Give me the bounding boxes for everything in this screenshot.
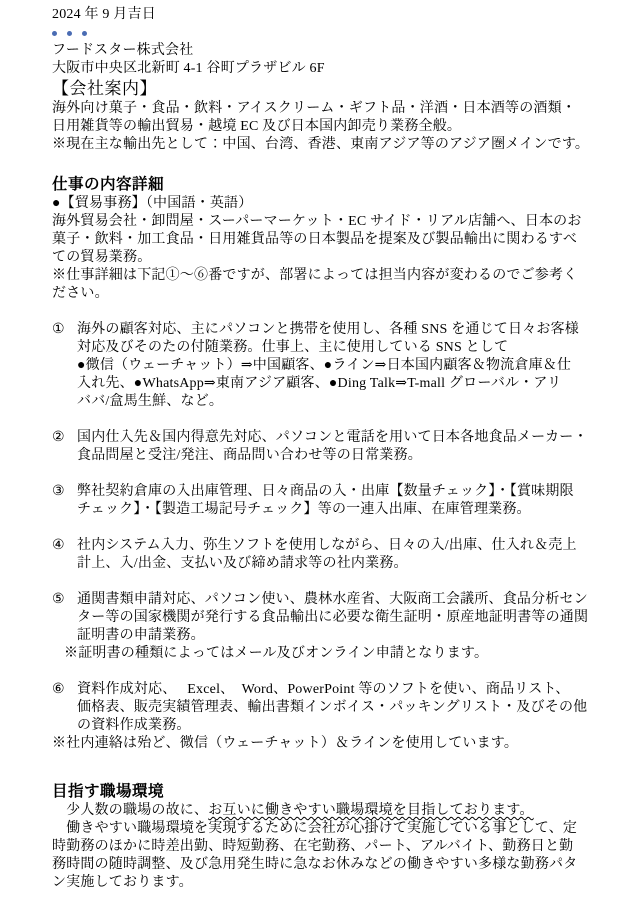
item-number: ② [52,430,65,445]
item-line: 資料作成対応、 Excel、 Word、PowerPoint 等のソフトを使い、商品リスト、 [77,682,570,697]
job-item-2 [52,429,600,465]
item-number: ④ [52,538,65,553]
item-line: ババ/盒馬生鮮、など。 [77,394,224,409]
about-note-line: ※現在主な輸出先として：中国、台湾、香港、東南アジア等のアジア圏メインです。 [52,137,590,152]
job-item-1 [52,321,600,411]
workplace-para-line: 時勤務のほかに時差出勤、時短勤務、在宅勤務、パート、アルバイト、勤務日と勤 [52,839,574,854]
item-number: ⑤ [52,592,65,607]
item-line: 食品問屋と受注/発注、商品問い合わせ等の日常業務。 [77,448,422,463]
job-item-3 [52,483,600,519]
item-line: 国内仕入先＆国内得意先対応、パソコンと電話を用いて日本各地食品メーカー・ [77,430,588,445]
item-line: ター等の国家機関が発行する食品輸出に必要な衛生証明・原産地証明書等の通関 [77,610,589,625]
item-line: 通関書類申請対応、パソコン使い、農林水産省、大阪商工会議所、食品分析セン [77,592,588,607]
job-details-heading: 仕事の内容詳細 [52,176,165,193]
workplace-goal-line [52,802,600,820]
workplace-para-line: ン実施しております。 [52,875,193,890]
job-item-4 [52,537,600,573]
item-line: 社内システム入力、弥生ソフトを使用しながら、日々の入/出庫、仕入れ＆売上 [77,538,577,553]
job-intro-line: 菓子・飲料・加工食品・日用雑貨品等の日本製品を提案及び製品輸出に関わるすべ [52,232,578,247]
workplace-para-line: 務時間の随時調整、及び急用発生時に急なお休みなどの働きやすい多様な勤務パタ [52,857,578,872]
dot-icon [67,31,72,36]
item-line: チェック】・【製造工場記号チェック】等の一連入出庫、在庫管理業務。 [77,502,531,517]
workplace-goal-prefix: 少人数の職場の故に、 [52,803,209,818]
item-line: 価格表、販売実績管理表、輸出書類インボイス・パッキングリスト・及びその他 [77,700,588,715]
item-note: ※証明書の種類によってはメール及びオンライン申請となります。 [64,646,489,661]
item-number: ③ [52,484,65,499]
about-line: 日用雑貨等の輸出貿易・越境 EC 及び日本国内卸売り業務全般。 [52,119,462,134]
job-intro-line: ての貿易業務。 [52,250,152,265]
item-line: 入れ先、●WhatsApp⇒東南アジア顧客、●Ding Talk⇒T-mall グローバル・アリ [77,376,562,391]
item-line: 弊社契約倉庫の入出庫管理、日々商品の入・出庫【数量チェック】・【賞味期限 [77,484,574,499]
item-number: ① [52,322,65,337]
item-line: 証明書の申請業務。 [77,628,205,643]
item-line: 海外の顧客対応、主にパソコンと携帯を使用し、各種 SNS を通じて日々お客様 [77,322,580,337]
company-address: 大阪市中央区北新町 4-1 谷町プラザビル 6F [52,61,325,76]
job-item-5 [52,591,600,663]
workplace-para-line: 働きやすい職場環境を実現するために会社が心掛けて実施している事として、定 [52,821,578,836]
item-line: 計上、入/出金、支払い及び締め請求等の社内業務。 [77,556,408,571]
about-section-title: 【会社案内】 [52,79,157,98]
job-intro-line: 海外貿易会社・卸問屋・スーパーマーケット・EC サイド・リアル店舗へ、日本のお [52,214,582,229]
item-line: の資料作成業務。 [77,718,191,733]
item-line: 対応及びそのたの付随業務。仕事上、主に使用している SNS として [77,340,509,355]
workplace-heading: 目指す職場環境 [52,783,165,800]
workplace-goal-underlined: お互いに働きやすい職場環境を目指しております。 [208,803,534,818]
job-subheading: ●【貿易事務】（中国語・英語） [52,196,253,211]
item-number: ⑥ [52,682,65,697]
job-item-list [52,321,600,753]
job-intro-note-line: ※仕事詳細は下記①～⑥番ですが、部署によっては担当内容が変わるのでご参考く [52,268,578,283]
company-name: フードスター株式会社 [52,43,194,58]
item-note: ※社内連絡は殆ど、微信（ウェーチャット）＆ラインを使用しています。 [52,736,519,751]
dot-icon [82,31,87,36]
redacted-logo-dots [52,24,600,42]
item-line: ●微信（ウェーチャット）⇒中国顧客、●ライン⇒日本国内顧客＆物流倉庫＆仕 [77,358,572,373]
date-line: 2024 年 9 月吉日 [52,7,156,22]
about-line: 海外向け菓子・食品・飲料・アイスクリーム・ギフト品・洋酒・日本酒等の酒類・ [52,101,576,116]
job-intro-note-line: ださい。 [52,286,109,301]
job-item-6 [52,681,600,753]
dot-icon [52,31,57,36]
